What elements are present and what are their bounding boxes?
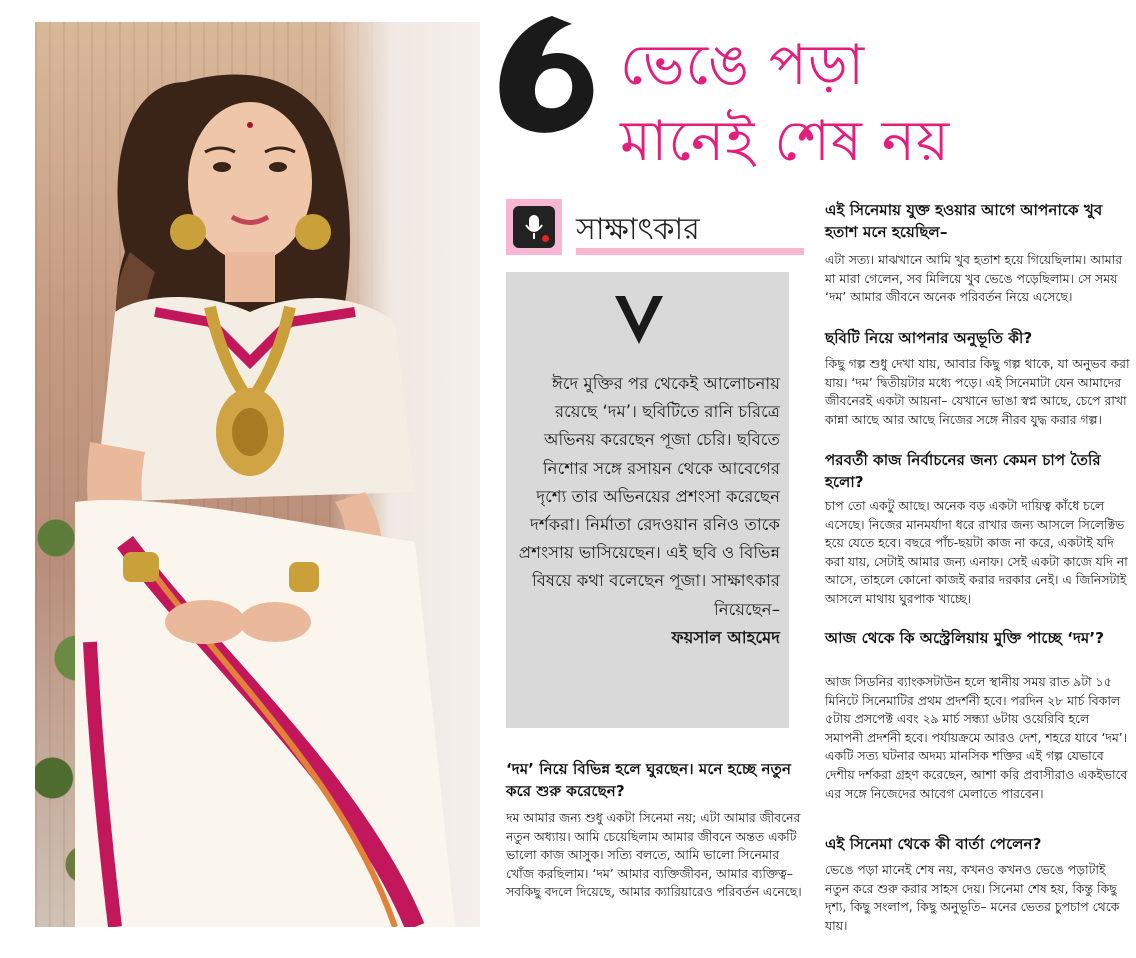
- question-3: ছবিটি নিয়ে আপনার অনুভূতি কী?: [825, 329, 1033, 347]
- actress-figure: [35, 22, 480, 927]
- answer-3: কিছু গল্প শুধু দেখা যায়, আবার কিছু গল্প থাকে, যা অনুভব করা যায়। ‘দম’ দ্বিতীয়টার মধ্যে পড়ে। এই সিনেমাটা যেন আমাদের জীবনেরই একটা আয়না– যেখানে ভাঙা স্বপ্ন আছে, চেপে রাখা কান্না আছে আর আছে নিজের সঙ্গে নীরব যুদ্ধ করার গল্প।: [825, 356, 1130, 427]
- intro-text: [518, 370, 780, 652]
- answer-2: এটা সত্য। মাঝখানে আমি খুব হতাশ হয়ে গিয়েছিলাম। আমার মা মারা গেলেন, সব মিলিয়ে খুব ভেঙে পড়েছিলাম। সে সময় ‘দম’ আমার জীবনে অনেক পরিবর্তন নিয়ে এসেছে।: [825, 252, 1123, 305]
- intro-body: ঈদে মুক্তির পর থেকেই আলোচনায় রয়েছে ‘দম’। ছবিটিতে রানি চরিত্রে অভিনয় করেছেন পূজা চেরি। ছবিতে নিশোর সঙ্গে রসায়ন থেকে আবেগের দৃশ্যে তার অভিনয়ের প্রশংসা করেছেন দর্শকরা। নির্মাতা রেদওয়ান রনিও তাকে প্রশংসায় ভাসিয়েছেন। এই ছবি ও বিভিন্ন বিষয়ে কথা বলেছেন পূজা। সাক্ষাৎকার নিয়েছেন–: [518, 374, 780, 619]
- intro-box: [506, 272, 789, 728]
- question-4: পরবর্তী কাজ নির্বাচনের জন্য কেমন চাপ তৈরি হলো?: [825, 451, 1101, 491]
- question-2: এই সিনেমায় যুক্ত হওয়ার আগে আপনাকে খুব হতাশ মনে হয়েছিল–: [825, 201, 1103, 241]
- page-number-text: 6: [492, 8, 493, 9]
- page-number-badge: [492, 8, 602, 138]
- intro-byline: ফয়সাল আহমেদ: [671, 627, 780, 647]
- answer-6: ভেঙে পড়া মানেই শেষ নয়, কখনও কখনও ভেঙে পড়াটাই নতুন করে শুরু করার সাহস দেয়। সিনেমা শেষ হয়, কিন্তু কিছু দৃশ্য, কিছু সংলাপ, কিছু অনুভূতি– মনের ভেতর চুপচাপ থেকে যায়।: [825, 862, 1120, 933]
- headline-line-2: মানেই শেষ নয়: [620, 109, 951, 174]
- headline: [620, 28, 950, 180]
- answer-5: আজ সিডনির ব্যাংকসটাউন হলে স্থানীয় সময় রাত ৯টা ১৫ মিনিটে সিনেমাটির প্রথম প্রদর্শনী হবে। পরদিন ২৮ মার্চ বিকাল ৫টায় প্রসপেক্ট এবং ২৯ মার্চ সন্ধ্যা ৬টায় ওয়েরিবি হলে সমাপনী প্রদর্শনী হবে। পর্যায়ক্রমে আরও দেশ, শহরে যাবে ‘দম’। একটি সত্য ঘটনার অদম্য মানসিক শক্তির এই গল্প যেভাবে দেশীয় দর্শকরা গ্রহণ করেছেন, আশা করি প্রবাসীরাও একইভাবে এর সঙ্গে নিজেদের আবেগ মেলাতে পারবেন।: [825, 674, 1128, 801]
- section-tag-label: সাক্ষাৎকার: [576, 212, 700, 247]
- headline-line-1: ভেঙে পড়া: [620, 33, 866, 98]
- answer-4: চাপ তো একটু আছে। অনেক বড় একটা দায়িত্ব কাঁধে চলে এসেছে। নিজের মানমর্যাদা ধরে রাখার জন্য আসলে সিলেক্টিভ হয়ে যেতে হবে। বছরে পাঁচ-ছয়টা কাজ না করে, একটাই যদি করা যায়, সেটাই আমার জন্য এনাফ। সেই একটা কাজে যদি না আসে, তাহলে কোনো কাজই করার দরকার নেই। এ জিনিসটাই আসলে মাথায় ঘুরপাক খাচ্ছে।: [825, 498, 1128, 606]
- question-1: ‘দম’ নিয়ে বিভিন্ন হলে ঘুরছেন। মনে হচ্ছে নতুন করে শুরু করেছেন?: [506, 760, 792, 800]
- chevron-down-icon: [609, 290, 669, 350]
- record-dot-icon: [542, 235, 549, 242]
- section-tag-underline: [576, 248, 804, 255]
- question-5: আজ থেকে কি অস্ট্রেলিয়ায় মুক্তি পাচ্ছে ‘দম’?: [825, 629, 1104, 647]
- actress-photo: [35, 22, 480, 927]
- question-6: এই সিনেমা থেকে কী বার্তা পেলেন?: [825, 835, 1042, 853]
- answer-1: দম আমার জন্য শুধু একটা সিনেমা নয়; এটা আমার জীবনের নতুন অধ্যায়। আমি চেয়েছিলাম আমার জীবনে অন্তত একটি ভালো কাজ আসুক। সত্যি বলতে, আমি ভালো সিনেমার খোঁজ করছিলাম। ‘দম’ আমার ব্যক্তিজীবন, আমার ব্যক্তিত্ব– সবকিছু বদলে দিয়েছে, আমার ক্যারিয়ারেও পরিবর্তন এনেছে।: [506, 810, 802, 900]
- microphone-icon: [513, 206, 555, 248]
- section-tag-badge: [506, 199, 562, 255]
